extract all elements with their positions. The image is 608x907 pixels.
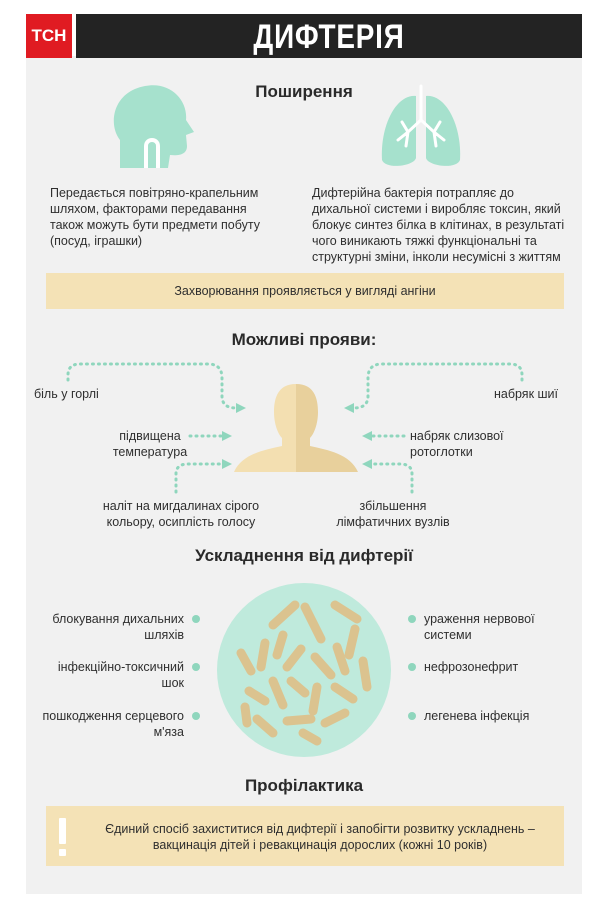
complication-lung-infection: легенева інфекція <box>424 709 530 723</box>
complication-dot <box>408 712 416 720</box>
symptom-neck-swelling: набряк шиї <box>493 387 558 401</box>
complications-heading: Ускладнення від дифтерії <box>195 546 413 565</box>
symptom-tonsil-plaque: наліт на мигдалинах сірого кольору, осиплість голосу <box>102 499 260 529</box>
complication-nervous-system: ураження нервової системи <box>424 612 535 642</box>
complication-nephrosonephritis: нефрозонефрит <box>424 660 519 674</box>
page-title: ДИФТЕРІЯ <box>253 18 405 56</box>
bacteria-illustration <box>217 583 391 757</box>
symptoms-heading: Можливі прояви: <box>231 330 377 349</box>
complication-heart-damage: пошкодження серцевого м'яза <box>42 709 184 739</box>
spread-heading: Поширення <box>255 82 353 101</box>
prevention-text: Єдиний спосіб захиститися від дифтерії і запобігти розвитку ускладнень – вакцинація дітей і ревакцинація дорослих (кожні 10 років) <box>105 822 535 852</box>
complication-airway-block: блокування дихальних шляхів <box>52 612 184 642</box>
angina-banner: Захворювання проявляється у вигляді ангіни <box>46 273 564 309</box>
complication-dot <box>192 615 200 623</box>
complication-dot <box>192 663 200 671</box>
symptom-lymph-nodes: збільшення лімфатичних вузлів <box>336 499 450 529</box>
symptom-sore-throat: біль у горлі <box>34 387 99 401</box>
complication-dot <box>408 615 416 623</box>
complication-dot <box>192 712 200 720</box>
complication-dot <box>408 663 416 671</box>
complication-toxic-shock: інфекційно-токсичний шок <box>57 660 184 690</box>
spread-right-text: Дифтерійна бактерія потрапляє до дихальної системи і виробляє токсин, який блокує синтез білка в клітинах, в результаті чого виникають тяжкі функціональні та структурні зміни, інколи несумісні з життям <box>312 186 565 264</box>
tsn-logo[interactable]: ТСН <box>26 14 72 58</box>
spread-left-text: Передається повітряно-крапельним шляхом, факторами передавання також можуть бути предмети побуту (посуд, іграшки) <box>50 186 260 248</box>
symptom-mucosa-swelling: набряк слизової ротоглотки <box>410 429 504 459</box>
symptom-fever: підвищена температура <box>112 429 188 459</box>
warning-exclamation-icon <box>46 806 80 866</box>
prevention-heading: Профілактика <box>244 776 364 795</box>
